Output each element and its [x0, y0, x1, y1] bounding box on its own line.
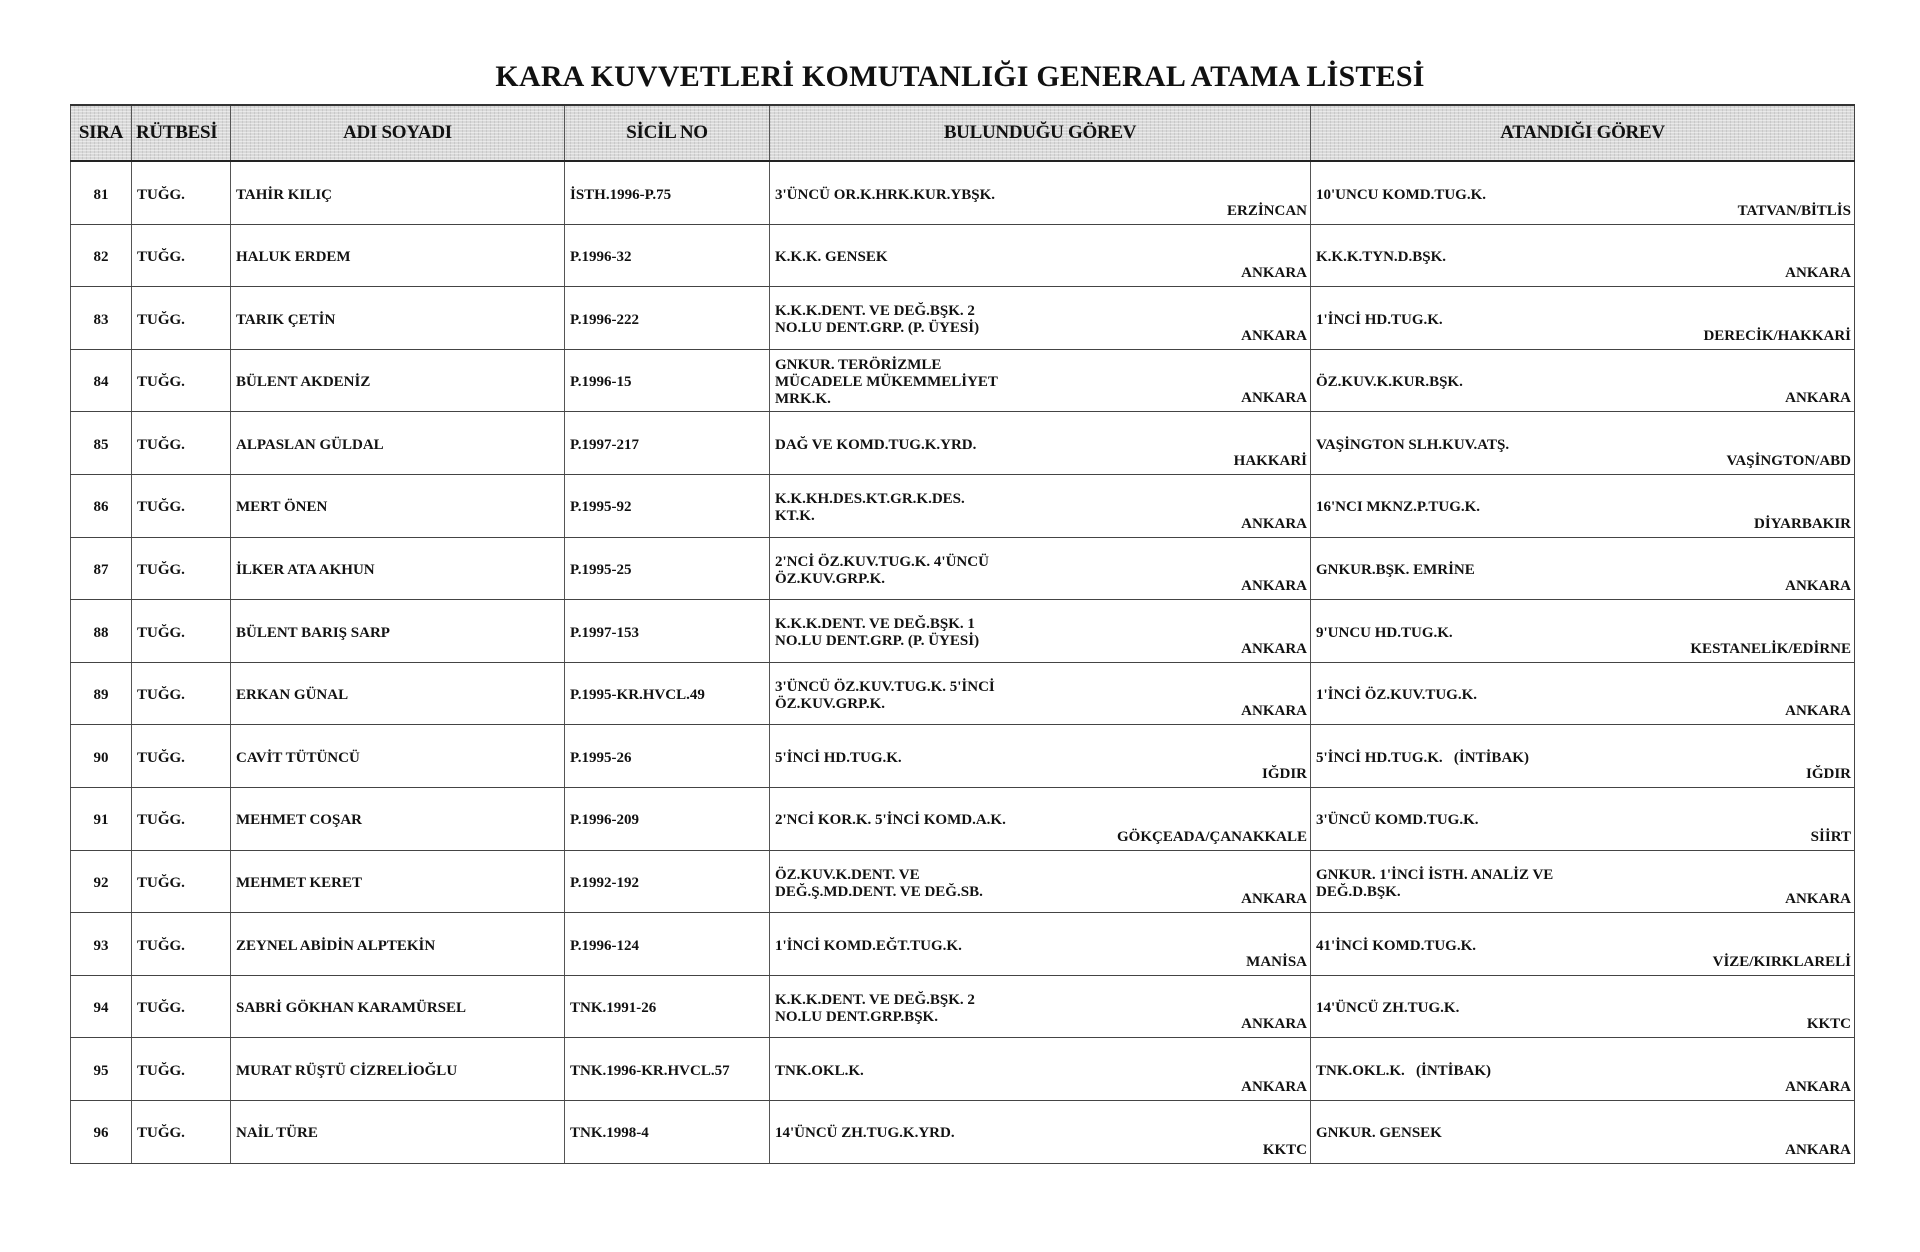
sira-cell	[70, 412, 131, 474]
bulundugu-gorev-text	[775, 1125, 955, 1142]
bulundugu-gorev-location: ANKARA	[1241, 1078, 1307, 1095]
bulundugu-gorev-cell	[769, 350, 1310, 412]
rutbe-value: TUĞG.	[137, 374, 185, 391]
column-header-sira: SIRA	[70, 106, 131, 160]
atandigi-gorev-line: 41'İNCİ KOMD.TUG.K.	[1316, 937, 1477, 954]
bulundugu-gorev-cell	[769, 851, 1310, 913]
sira-cell	[70, 350, 131, 412]
table-row	[70, 162, 1855, 225]
rutbe-value: TUĞG.	[137, 812, 185, 829]
sira-cell	[70, 976, 131, 1038]
rutbe-value: TUĞG.	[137, 749, 185, 766]
adi-soyadi-cell	[230, 162, 564, 224]
sicil-no-cell	[564, 851, 769, 913]
bulundugu-gorev-text	[775, 491, 965, 525]
sira-value: 88	[93, 624, 109, 641]
sicil-no-value: İSTH.1996-P.75	[570, 186, 672, 203]
bulundugu-gorev-line: 1'İNCİ KOMD.EĞT.TUG.K.	[775, 937, 962, 954]
sira-cell	[70, 851, 131, 913]
atandigi-gorev-line: 1'İNCİ HD.TUG.K.	[1316, 311, 1443, 328]
adi-soyadi-value: SABRİ GÖKHAN KARAMÜRSEL	[236, 1000, 467, 1017]
column-header-sicil-no: SİCİL NO	[564, 106, 769, 160]
bulundugu-gorev-line: ÖZ.KUV.K.DENT. VE	[775, 866, 920, 883]
rutbe-cell	[131, 1101, 230, 1163]
bulundugu-gorev-location: KKTC	[1262, 1141, 1307, 1158]
rutbe-value: TUĞG.	[137, 186, 185, 203]
sira-cell	[70, 225, 131, 287]
bulundugu-gorev-text	[775, 812, 1006, 829]
sira-cell	[70, 1101, 131, 1163]
bulundugu-gorev-location: ANKARA	[1241, 578, 1307, 595]
column-header-adi-soyadi: ADI SOYADI	[230, 106, 564, 160]
atandigi-gorev-cell	[1310, 475, 1855, 537]
rutbe-cell	[131, 475, 230, 537]
adi-soyadi-cell	[230, 663, 564, 725]
bulundugu-gorev-line: NO.LU DENT.GRP. (P. ÜYESİ)	[775, 633, 980, 650]
sira-cell	[70, 538, 131, 600]
bulundugu-gorev-line: 14'ÜNCÜ ZH.TUG.K.YRD.	[775, 1125, 955, 1142]
adi-soyadi-cell	[230, 350, 564, 412]
atandigi-gorev-location: ANKARA	[1785, 578, 1851, 595]
atandigi-gorev-cell	[1310, 350, 1855, 412]
adi-soyadi-value: NAİL TÜRE	[236, 1125, 318, 1142]
atandigi-gorev-line: 10'UNCU KOMD.TUG.K.	[1316, 186, 1486, 203]
bulundugu-gorev-text	[775, 554, 989, 588]
adi-soyadi-value: BÜLENT BARIŞ SARP	[236, 624, 390, 641]
sira-value: 81	[93, 186, 109, 203]
bulundugu-gorev-location: ANKARA	[1241, 265, 1307, 282]
bulundugu-gorev-line: 5'İNCİ HD.TUG.K.	[775, 749, 902, 766]
atandigi-gorev-line: 14'ÜNCÜ ZH.TUG.K.	[1316, 1000, 1460, 1017]
sicil-no-cell	[564, 725, 769, 787]
atandigi-gorev-line: GNKUR. GENSEK	[1316, 1125, 1442, 1142]
rutbe-cell	[131, 350, 230, 412]
bulundugu-gorev-line: DAĞ VE KOMD.TUG.K.YRD.	[775, 436, 977, 453]
sicil-no-cell	[564, 225, 769, 287]
bulundugu-gorev-location: ERZİNCAN	[1226, 202, 1307, 219]
adi-soyadi-value: MEHMET KERET	[236, 875, 362, 892]
bulundugu-gorev-line: MRK.K.	[775, 391, 831, 408]
sira-value: 90	[93, 749, 109, 766]
bulundugu-gorev-line: K.K.K.DENT. VE DEĞ.BŞK. 2	[775, 303, 975, 320]
bulundugu-gorev-text	[775, 187, 995, 204]
atandigi-gorev-text	[1316, 867, 1553, 901]
table-row	[70, 287, 1855, 350]
adi-soyadi-cell	[230, 976, 564, 1038]
atandigi-gorev-text	[1316, 1000, 1459, 1017]
sicil-no-cell	[564, 663, 769, 725]
sicil-no-cell	[564, 600, 769, 662]
bulundugu-gorev-cell	[769, 225, 1310, 287]
bulundugu-gorev-location: ANKARA	[1241, 327, 1307, 344]
atandigi-gorev-line: 9'UNCU HD.TUG.K.	[1316, 624, 1453, 641]
table-row	[70, 350, 1855, 413]
rutbe-value: TUĞG.	[137, 937, 185, 954]
atandigi-gorev-cell	[1310, 851, 1855, 913]
bulundugu-gorev-line: TNK.OKL.K.	[775, 1062, 864, 1079]
bulundugu-gorev-location: ANKARA	[1241, 640, 1307, 657]
sicil-no-value: P.1996-222	[570, 311, 640, 328]
rutbe-value: TUĞG.	[137, 624, 185, 641]
bulundugu-gorev-location: GÖKÇEADA/ÇANAKKALE	[1116, 828, 1307, 845]
sicil-no-value: P.1995-25	[570, 562, 632, 579]
atandigi-gorev-cell	[1310, 725, 1855, 787]
sicil-no-value: P.1996-209	[570, 812, 640, 829]
rutbe-cell	[131, 225, 230, 287]
adi-soyadi-value: İLKER ATA AKHUN	[236, 562, 375, 579]
adi-soyadi-value: MERT ÖNEN	[236, 499, 328, 516]
atandigi-gorev-text	[1316, 562, 1475, 579]
atandigi-gorev-text	[1316, 750, 1529, 767]
sira-cell	[70, 1038, 131, 1100]
bulundugu-gorev-line: MÜCADELE MÜKEMMELİYET	[775, 374, 998, 391]
atandigi-gorev-text	[1316, 312, 1443, 329]
sira-value: 94	[93, 1000, 109, 1017]
table-row	[70, 788, 1855, 851]
sira-value: 92	[93, 875, 109, 892]
bulundugu-gorev-line: K.K.K.DENT. VE DEĞ.BŞK. 1	[775, 616, 975, 633]
rutbe-cell	[131, 976, 230, 1038]
atandigi-gorev-location: KESTANELİK/EDİRNE	[1690, 640, 1851, 657]
sira-value: 96	[93, 1125, 109, 1142]
adi-soyadi-value: ALPASLAN GÜLDAL	[236, 436, 384, 453]
rutbe-value: TUĞG.	[137, 249, 185, 266]
bulundugu-gorev-line: NO.LU DENT.GRP. (P. ÜYESİ)	[775, 320, 980, 337]
atandigi-gorev-text	[1316, 812, 1479, 829]
bulundugu-gorev-cell	[769, 600, 1310, 662]
rutbe-cell	[131, 538, 230, 600]
adi-soyadi-value: MEHMET COŞAR	[236, 812, 362, 829]
adi-soyadi-cell	[230, 788, 564, 850]
atandigi-gorev-line: ÖZ.KUV.K.KUR.BŞK.	[1316, 374, 1463, 391]
adi-soyadi-cell	[230, 725, 564, 787]
rutbe-value: TUĞG.	[137, 562, 185, 579]
adi-soyadi-value: CAVİT TÜTÜNCÜ	[236, 749, 360, 766]
atandigi-gorev-text	[1316, 1125, 1442, 1142]
atandigi-gorev-text	[1316, 687, 1477, 704]
table-row	[70, 600, 1855, 663]
sira-value: 83	[93, 311, 109, 328]
table-row	[70, 1038, 1855, 1101]
atandigi-gorev-cell	[1310, 162, 1855, 224]
bulundugu-gorev-location: IĞDIR	[1261, 765, 1307, 782]
bulundugu-gorev-text	[775, 1063, 864, 1080]
column-header-atandigi-gorev: ATANDIĞI GÖREV	[1310, 106, 1855, 160]
rutbe-value: TUĞG.	[137, 1000, 185, 1017]
rutbe-cell	[131, 1038, 230, 1100]
bulundugu-gorev-cell	[769, 412, 1310, 474]
rutbe-cell	[131, 412, 230, 474]
sicil-no-cell	[564, 287, 769, 349]
bulundugu-gorev-cell	[769, 475, 1310, 537]
bulundugu-gorev-location: HAKKARİ	[1233, 452, 1307, 469]
sira-cell	[70, 162, 131, 224]
sicil-no-value: P.1997-217	[570, 436, 640, 453]
table-row	[70, 725, 1855, 788]
sira-value: 87	[93, 562, 109, 579]
atandigi-gorev-text	[1316, 187, 1486, 204]
rutbe-cell	[131, 851, 230, 913]
table-row	[70, 412, 1855, 475]
sicil-no-cell	[564, 412, 769, 474]
sira-cell	[70, 913, 131, 975]
rutbe-value: TUĞG.	[137, 499, 185, 516]
sicil-no-value: P.1996-124	[570, 937, 640, 954]
sicil-no-value: P.1995-92	[570, 499, 632, 516]
sicil-no-cell	[564, 162, 769, 224]
sicil-no-cell	[564, 538, 769, 600]
rutbe-cell	[131, 788, 230, 850]
adi-soyadi-value: ZEYNEL ABİDİN ALPTEKİN	[236, 937, 436, 954]
atandigi-gorev-line: 5'İNCİ HD.TUG.K. (İNTİBAK)	[1316, 749, 1529, 766]
bulundugu-gorev-text	[775, 679, 995, 713]
atandigi-gorev-location: DERECİK/HAKKARİ	[1703, 327, 1851, 344]
atandigi-gorev-line: K.K.K.TYN.D.BŞK.	[1316, 249, 1447, 266]
rutbe-cell	[131, 663, 230, 725]
sira-value: 82	[93, 249, 109, 266]
bulundugu-gorev-line: NO.LU DENT.GRP.BŞK.	[775, 1008, 938, 1025]
atandigi-gorev-text	[1316, 938, 1476, 955]
bulundugu-gorev-text	[775, 357, 998, 408]
sira-cell	[70, 788, 131, 850]
atandigi-gorev-text	[1316, 374, 1463, 391]
bulundugu-gorev-cell	[769, 1101, 1310, 1163]
sicil-no-value: P.1995-26	[570, 749, 632, 766]
adi-soyadi-value: BÜLENT AKDENİZ	[236, 374, 371, 391]
table-header-row	[70, 104, 1855, 162]
atandigi-gorev-cell	[1310, 913, 1855, 975]
sicil-no-value: P.1996-32	[570, 249, 632, 266]
bulundugu-gorev-location: MANİSA	[1246, 953, 1307, 970]
rutbe-cell	[131, 287, 230, 349]
sira-value: 89	[93, 687, 109, 704]
bulundugu-gorev-line: KT.K.	[775, 507, 815, 524]
document-title: KARA KUVVETLERİ KOMUTANLIĞI GENERAL ATAMA LİSTESİ	[495, 60, 1425, 93]
bulundugu-gorev-line: GNKUR. TERÖRİZMLE	[775, 357, 942, 374]
atandigi-gorev-line: TNK.OKL.K. (İNTİBAK)	[1316, 1062, 1492, 1079]
bulundugu-gorev-line: 2'NCİ KOR.K. 5'İNCİ KOMD.A.K.	[775, 812, 1006, 829]
column-header-rutbe: RÜTBESİ	[131, 106, 230, 160]
adi-soyadi-cell	[230, 225, 564, 287]
sira-value: 95	[93, 1062, 109, 1079]
sicil-no-value: P.1995-KR.HVCL.49	[570, 687, 705, 704]
table-row	[70, 913, 1855, 976]
sira-value: 86	[93, 499, 109, 516]
atandigi-gorev-cell	[1310, 538, 1855, 600]
bulundugu-gorev-text	[775, 750, 902, 767]
sicil-no-cell	[564, 1101, 769, 1163]
atandigi-gorev-cell	[1310, 1101, 1855, 1163]
atandigi-gorev-cell	[1310, 412, 1855, 474]
bulundugu-gorev-line: 3'ÜNCÜ OR.K.HRK.KUR.YBŞK.	[775, 186, 996, 203]
table-row	[70, 538, 1855, 601]
atandigi-gorev-cell	[1310, 976, 1855, 1038]
bulundugu-gorev-cell	[769, 538, 1310, 600]
sira-cell	[70, 725, 131, 787]
sicil-no-cell	[564, 788, 769, 850]
adi-soyadi-value: TARIK ÇETİN	[236, 311, 336, 328]
bulundugu-gorev-cell	[769, 788, 1310, 850]
sicil-no-value: P.1997-153	[570, 624, 640, 641]
atandigi-gorev-cell	[1310, 788, 1855, 850]
table-row	[70, 976, 1855, 1039]
bulundugu-gorev-text	[775, 938, 962, 955]
sira-cell	[70, 600, 131, 662]
sicil-no-value: TNK.1996-KR.HVCL.57	[570, 1062, 730, 1079]
atandigi-gorev-location: VAŞİNGTON/ABD	[1726, 452, 1851, 469]
bulundugu-gorev-text	[775, 616, 979, 650]
sicil-no-cell	[564, 475, 769, 537]
bulundugu-gorev-text	[775, 867, 983, 901]
sicil-no-cell	[564, 1038, 769, 1100]
atandigi-gorev-location: ANKARA	[1785, 390, 1851, 407]
adi-soyadi-value: TAHİR KILIÇ	[236, 186, 332, 203]
bulundugu-gorev-line: ÖZ.KUV.GRP.K.	[775, 695, 886, 712]
rutbe-cell	[131, 725, 230, 787]
adi-soyadi-value: HALUK ERDEM	[236, 249, 351, 266]
bulundugu-gorev-cell	[769, 162, 1310, 224]
sicil-no-cell	[564, 913, 769, 975]
adi-soyadi-value: ERKAN GÜNAL	[236, 687, 349, 704]
bulundugu-gorev-cell	[769, 663, 1310, 725]
bulundugu-gorev-cell	[769, 913, 1310, 975]
adi-soyadi-cell	[230, 600, 564, 662]
adi-soyadi-cell	[230, 287, 564, 349]
sira-value: 84	[93, 374, 109, 391]
atandigi-gorev-cell	[1310, 225, 1855, 287]
atandigi-gorev-line: 3'ÜNCÜ KOMD.TUG.K.	[1316, 812, 1479, 829]
sira-cell	[70, 663, 131, 725]
bulundugu-gorev-text	[775, 437, 976, 454]
adi-soyadi-cell	[230, 1101, 564, 1163]
bulundugu-gorev-text	[775, 303, 979, 337]
sira-value: 85	[93, 436, 109, 453]
rutbe-value: TUĞG.	[137, 311, 185, 328]
bulundugu-gorev-line: K.K.KH.DES.KT.GR.K.DES.	[775, 490, 965, 507]
bulundugu-gorev-cell	[769, 725, 1310, 787]
adi-soyadi-cell	[230, 1038, 564, 1100]
atandigi-gorev-location: ANKARA	[1785, 265, 1851, 282]
atandigi-gorev-location: ANKARA	[1785, 891, 1851, 908]
sira-cell	[70, 475, 131, 537]
table-row	[70, 225, 1855, 288]
atandigi-gorev-cell	[1310, 1038, 1855, 1100]
sicil-no-value: TNK.1991-26	[570, 1000, 657, 1017]
table-row	[70, 1101, 1855, 1164]
bulundugu-gorev-text	[775, 992, 975, 1026]
table-body	[70, 162, 1855, 1164]
sicil-no-value: P.1992-192	[570, 875, 640, 892]
adi-soyadi-value: MURAT RÜŞTÜ CİZRELİOĞLU	[236, 1062, 458, 1079]
bulundugu-gorev-line: DEĞ.Ş.MD.DENT. VE DEĞ.SB.	[775, 883, 983, 900]
sira-value: 91	[93, 812, 109, 829]
table-row	[70, 663, 1855, 726]
bulundugu-gorev-text	[775, 249, 888, 266]
atandigi-gorev-text	[1316, 1063, 1491, 1080]
atandigi-gorev-text	[1316, 625, 1453, 642]
table-row	[70, 851, 1855, 914]
rutbe-value: TUĞG.	[137, 436, 185, 453]
bulundugu-gorev-line: K.K.K. GENSEK	[775, 249, 888, 266]
rutbe-value: TUĞG.	[137, 1125, 185, 1142]
sira-cell	[70, 287, 131, 349]
bulundugu-gorev-cell	[769, 1038, 1310, 1100]
bulundugu-gorev-line: 2'NCİ ÖZ.KUV.TUG.K. 4'ÜNCÜ	[775, 553, 989, 570]
sicil-no-value: P.1996-15	[570, 374, 632, 391]
rutbe-cell	[131, 162, 230, 224]
table-row	[70, 475, 1855, 538]
sicil-no-value: TNK.1998-4	[570, 1125, 649, 1142]
atandigi-gorev-line: 16'NCI MKNZ.P.TUG.K.	[1316, 499, 1481, 516]
atandigi-gorev-text	[1316, 437, 1509, 454]
sicil-no-cell	[564, 350, 769, 412]
atandigi-gorev-location: ANKARA	[1785, 703, 1851, 720]
rutbe-value: TUĞG.	[137, 1062, 185, 1079]
column-header-bulundugu-gorev: BULUNDUĞU GÖREV	[769, 106, 1310, 160]
atandigi-gorev-line: DEĞ.D.BŞK.	[1316, 883, 1401, 900]
atandigi-gorev-location: TATVAN/BİTLİS	[1737, 202, 1851, 219]
atandigi-gorev-location: DİYARBAKIR	[1754, 515, 1851, 532]
sicil-no-cell	[564, 976, 769, 1038]
atandigi-gorev-location: IĞDIR	[1805, 765, 1851, 782]
rutbe-value: TUĞG.	[137, 875, 185, 892]
atandigi-gorev-text	[1316, 499, 1480, 516]
atandigi-gorev-location: ANKARA	[1785, 1141, 1851, 1158]
adi-soyadi-cell	[230, 412, 564, 474]
bulundugu-gorev-location: ANKARA	[1241, 891, 1307, 908]
atandigi-gorev-location: KKTC	[1806, 1016, 1851, 1033]
bulundugu-gorev-cell	[769, 976, 1310, 1038]
atandigi-gorev-cell	[1310, 663, 1855, 725]
atandigi-gorev-line: GNKUR.BŞK. EMRİNE	[1316, 562, 1475, 579]
assignment-table	[70, 104, 1855, 1164]
atandigi-gorev-line: VAŞİNGTON SLH.KUV.ATŞ.	[1316, 436, 1510, 453]
rutbe-cell	[131, 913, 230, 975]
atandigi-gorev-location: VİZE/KIRKLARELİ	[1712, 953, 1851, 970]
atandigi-gorev-line: 1'İNCİ ÖZ.KUV.TUG.K.	[1316, 687, 1478, 704]
adi-soyadi-cell	[230, 851, 564, 913]
bulundugu-gorev-location: ANKARA	[1241, 515, 1307, 532]
bulundugu-gorev-line: ÖZ.KUV.GRP.K.	[775, 570, 886, 587]
bulundugu-gorev-line: K.K.K.DENT. VE DEĞ.BŞK. 2	[775, 991, 975, 1008]
atandigi-gorev-text	[1316, 249, 1446, 266]
rutbe-value: TUĞG.	[137, 687, 185, 704]
bulundugu-gorev-cell	[769, 287, 1310, 349]
sira-value: 93	[93, 937, 109, 954]
atandigi-gorev-cell	[1310, 287, 1855, 349]
atandigi-gorev-location: SİİRT	[1810, 828, 1851, 845]
atandigi-gorev-cell	[1310, 600, 1855, 662]
bulundugu-gorev-line: 3'ÜNCÜ ÖZ.KUV.TUG.K. 5'İNCİ	[775, 678, 995, 695]
adi-soyadi-cell	[230, 475, 564, 537]
bulundugu-gorev-location: ANKARA	[1241, 703, 1307, 720]
adi-soyadi-cell	[230, 913, 564, 975]
atandigi-gorev-line: GNKUR. 1'İNCİ İSTH. ANALİZ VE	[1316, 866, 1554, 883]
bulundugu-gorev-location: ANKARA	[1241, 1016, 1307, 1033]
bulundugu-gorev-location: ANKARA	[1241, 390, 1307, 407]
rutbe-cell	[131, 600, 230, 662]
adi-soyadi-cell	[230, 538, 564, 600]
atandigi-gorev-location: ANKARA	[1785, 1078, 1851, 1095]
